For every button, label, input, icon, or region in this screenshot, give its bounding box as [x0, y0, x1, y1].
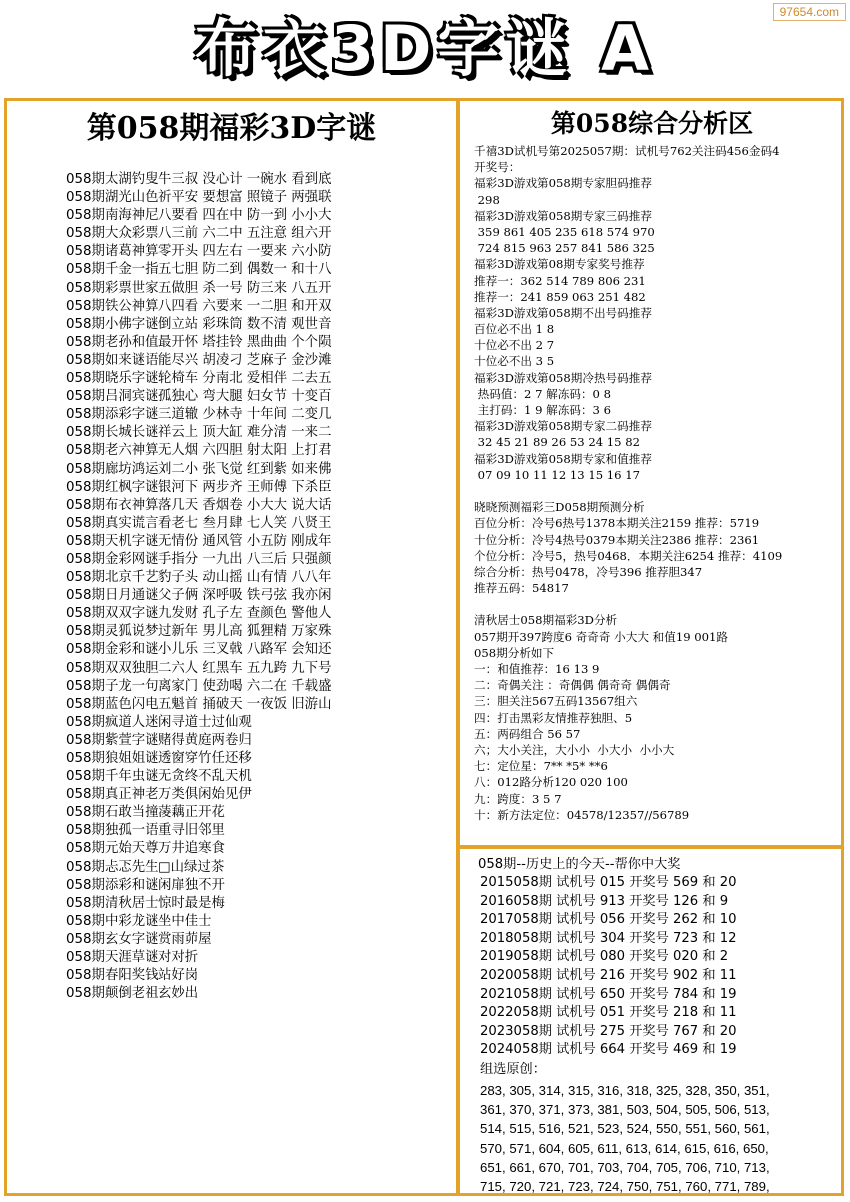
- riddle-clue: 闲寻道士过仙观: [158, 714, 252, 730]
- riddle-row: [66, 913, 331, 931]
- analysis-panel: [463, 101, 841, 845]
- riddle-source: 058期北京千艺: [66, 570, 159, 586]
- riddle-row: [66, 370, 331, 388]
- riddle-clue: 八三前 六二中 五注意 组六开: [158, 226, 332, 242]
- analysis-line: 一：和值推荐：16 13 9: [474, 662, 600, 676]
- analysis-line: 福彩3D游戏第058期专家三码推荐: [474, 208, 652, 223]
- riddle-clue: 惊时最是梅: [158, 895, 225, 911]
- analysis-line: 热码值：2 7 解冻码：0 8: [474, 386, 611, 401]
- riddle-row: [66, 352, 331, 370]
- analysis-line: 推荐五码：54817: [474, 581, 569, 596]
- riddle-clue: 孤独心 弯大腿 妇女节 十变百: [158, 389, 332, 405]
- riddle-row: [66, 967, 331, 985]
- analysis-line: 福彩3D游戏第058期冷热号码推荐: [474, 370, 652, 385]
- analysis-line: 百位必不出 1 8: [474, 322, 555, 337]
- analysis-line: 07 09 10 11 12 13 15 16 17: [474, 467, 640, 482]
- site-watermark: 97654.com: [773, 3, 846, 21]
- analysis-line: 058期分析如下: [474, 645, 555, 660]
- riddle-row: [66, 207, 331, 225]
- analysis-line: 二：奇偶关注 ：奇偶偶 偶奇奇 偶偶奇: [474, 678, 671, 693]
- riddle-clue: 蓤藕正开花: [158, 805, 225, 821]
- history-row: 2021058期 试机号 650 开奖号 784 和 19: [480, 986, 737, 1002]
- riddle-row: [66, 605, 331, 623]
- banner-title: 布衣3D字谜 A: [194, 12, 656, 85]
- analysis-line: 个位分析：冷号5，热号0468．本期关注6254 推荐：4109: [474, 548, 783, 563]
- analysis-line: 福彩3D游戏第058期专家胆码推荐: [474, 176, 652, 191]
- riddle-row: [66, 515, 331, 533]
- riddle-clue: □山绿过茶: [158, 859, 225, 875]
- riddle-source: 058期布衣神算: [66, 497, 159, 513]
- history-row: 2019058期 试机号 080 开奖号 020 和 2: [480, 949, 729, 965]
- analysis-list: [474, 143, 840, 823]
- riddle-row: [66, 442, 331, 460]
- riddle-row: [66, 877, 331, 895]
- riddle-source: 058期彩票世家: [66, 280, 159, 296]
- riddle-clue: 万井追寒食: [158, 841, 225, 857]
- riddle-clue: 站好岗: [158, 968, 199, 984]
- riddle-source: 058期小佛字谜: [66, 316, 159, 332]
- analysis-line: 359 861 405 235 618 574 970: [474, 224, 655, 239]
- analysis-line: 十位必不出 2 7: [474, 338, 555, 353]
- riddle-clue: 二六人 红黑车 五九跨 九下号: [158, 660, 332, 676]
- group-line: 570, 571, 604, 605, 611, 613, 614, 615, 616, 650,: [480, 1140, 769, 1156]
- riddle-source: 058期蓝色闪电: [66, 696, 159, 712]
- riddle-row: [66, 859, 331, 877]
- riddle-panel: [7, 101, 456, 1193]
- riddle-row: [66, 732, 331, 750]
- riddle-row: [66, 587, 331, 605]
- riddle-row: [66, 461, 331, 479]
- riddle-row: [66, 424, 331, 442]
- group-list: [480, 1081, 820, 1193]
- riddle-clue: 牛三叔 没心计 一碗水 看到底: [158, 172, 332, 187]
- riddle-source: 058期真实谎言: [66, 515, 159, 531]
- riddle-source: 058期清秋居士: [66, 895, 159, 911]
- analysis-line: [474, 483, 840, 499]
- analysis-line: 晓晓预测福彩三D058期预测分析: [474, 500, 645, 515]
- riddle-row: [66, 479, 331, 497]
- riddle-source: 058期元始天尊: [66, 841, 159, 857]
- riddle-row: [66, 334, 331, 352]
- analysis-line: 十：新方法定位：04578/12357//56789: [474, 807, 690, 822]
- riddle-source: 058期双双独胆: [66, 660, 159, 676]
- riddle-row: [66, 696, 331, 714]
- riddle-clue: 银河下 两步齐 王师傅 下杀臣: [158, 479, 332, 495]
- riddle-clue: 闲扉独不开: [158, 877, 225, 893]
- riddle-clue: 刘二小 张飞觉 红到紫 如来佛: [158, 461, 332, 477]
- riddle-clue: 八要看 四在中 防一到 小小大: [158, 208, 332, 224]
- riddle-clue: 豹子头 动山摇 山有情 八八年: [158, 570, 332, 586]
- analysis-panel-title: 第058综合分析区: [550, 109, 754, 138]
- history-panel: [463, 849, 841, 1193]
- riddle-row: [66, 497, 331, 515]
- analysis-line: [474, 596, 840, 612]
- riddle-clue: 五七胆 防二到 偶数一 和十八: [158, 262, 332, 278]
- analysis-line: 057期开397跨度6 奇奇奇 小大大 和值19 001路: [474, 629, 728, 644]
- riddle-source: 058期南海神尼: [66, 208, 159, 224]
- analysis-line: 清秋居士058期福彩3D分析: [474, 613, 618, 628]
- riddle-row: [66, 949, 331, 967]
- riddle-row: [66, 804, 331, 822]
- analysis-line: 福彩3D游戏第058期专家二码推荐: [474, 419, 652, 434]
- riddle-row: [66, 189, 331, 207]
- riddle-source: 058期添彩和谜: [66, 877, 159, 893]
- analysis-line: 十位必不出 3 5: [474, 354, 555, 369]
- riddle-list: [66, 171, 331, 1003]
- riddle-source: 058期金彩网谜: [66, 551, 159, 567]
- riddle-source: 058期廊坊鸿运: [66, 461, 159, 477]
- group-line: 283, 305, 314, 315, 316, 318, 325, 328, 350, 351,: [480, 1083, 770, 1098]
- group-line: 651, 661, 670, 701, 703, 704, 705, 706, 710, 713,: [480, 1159, 770, 1175]
- analysis-line: 四：打击黑彩友情推荐独胆、5: [474, 710, 633, 725]
- history-row: 2015058期 试机号 015 开奖号 569 和 20: [480, 875, 737, 890]
- riddle-row: [66, 931, 331, 949]
- riddle-source: 058期长城长谜: [66, 425, 159, 441]
- riddle-source: 058期老六神算: [66, 443, 159, 459]
- history-row: 2024058期 试机号 664 开奖号 469 和 19: [480, 1042, 737, 1058]
- riddle-row: [66, 171, 331, 189]
- analysis-line: 五：两码组合 56 57: [474, 726, 581, 741]
- riddle-clue: 八四看 六要来 一二胆 和开双: [158, 298, 332, 314]
- riddle-row: [66, 551, 331, 569]
- riddle-clue: 五做胆 杀一号 防三来 八五开: [158, 280, 332, 296]
- riddle-row: [66, 714, 331, 732]
- riddle-row: [66, 750, 331, 768]
- riddle-source: 058期吕洞宾谜: [66, 389, 159, 405]
- riddle-clue: 九发财 孔子左 查颜色 警他人: [158, 606, 332, 622]
- analysis-line: 32 45 21 89 26 53 24 15 82: [474, 435, 640, 450]
- riddle-source: 058期天涯草谜: [66, 950, 159, 966]
- analysis-line: 福彩3D游戏第058期不出号码推荐: [474, 305, 652, 320]
- analysis-line: 推荐一：362 514 789 806 231: [474, 273, 646, 288]
- riddle-source: 058期如来谜语: [66, 352, 159, 368]
- riddle-clue: 最开怀 塔挂铃 黑曲曲 个个陨: [158, 334, 332, 350]
- riddle-source: 058期大众彩票: [66, 226, 159, 242]
- riddle-clue: 坐中佳士: [158, 913, 212, 929]
- analysis-line: 298: [474, 192, 500, 207]
- riddle-clue: 无贪终不乱天机: [158, 769, 252, 785]
- analysis-line: 三：胆关注567五码13567组六: [474, 694, 638, 709]
- riddle-clue: 落几天 香烟卷 小大大 说大话: [158, 497, 332, 513]
- analysis-line: 福彩3D游戏第058期专家和值推荐: [474, 451, 652, 466]
- riddle-row: [66, 316, 331, 334]
- history-list: [480, 874, 737, 1060]
- riddle-row: [66, 678, 331, 696]
- analysis-line: 福彩3D游戏第08期专家奖号推荐: [474, 257, 645, 272]
- riddle-source: 058期铁公神算: [66, 298, 159, 314]
- riddle-clue: 赏雨茆屋: [158, 931, 212, 947]
- riddle-source: 058期日月通谜: [66, 588, 159, 604]
- riddle-row: [66, 822, 331, 840]
- riddle-row: [66, 641, 331, 659]
- riddle-clue: 重寻旧邻里: [158, 823, 225, 839]
- riddle-row: [66, 225, 331, 243]
- riddle-row: [66, 243, 331, 261]
- riddle-clue: 无情份 通风管 小五防 刚成年: [158, 533, 332, 549]
- group-title: 组选原创：: [480, 1062, 546, 1077]
- riddle-clue: 过新年 男儿高 狐狸精 万家殊: [158, 624, 332, 640]
- riddle-source: 058期太湖钓叟: [66, 172, 159, 187]
- riddle-clue: 看老七 叁月肆 七人笑 八贤王: [158, 515, 332, 531]
- riddle-row: [66, 298, 331, 316]
- riddle-clue: 手指分 一九出 八三后 只强颜: [158, 551, 332, 567]
- riddle-source: 058期添彩字谜: [66, 407, 159, 423]
- riddle-row: [66, 840, 331, 858]
- riddle-row: [66, 660, 331, 678]
- history-row: 2017058期 试机号 056 开奖号 262 和 10: [480, 912, 737, 928]
- riddle-source: 058期忐忑先生: [66, 859, 159, 875]
- riddle-source: 058期千金一指: [66, 262, 159, 278]
- group-line: 715, 720, 721, 723, 724, 750, 751, 760, 771, 789,: [480, 1178, 770, 1193]
- riddle-row: [66, 388, 331, 406]
- riddle-source: 058期紫萱字谜: [66, 732, 159, 748]
- analysis-line: 百位分析：冷号6热号1378本期关注2159 推荐：5719: [474, 516, 760, 531]
- riddle-clue: 三道辙 少林寺 十年间 二变几: [158, 407, 332, 423]
- riddle-row: [66, 895, 331, 913]
- riddle-clue: 五魁首 捅破天 一夜饭 旧游山: [158, 696, 332, 712]
- riddle-source: 058期天机字谜: [66, 533, 159, 549]
- riddle-clue: 赌得黄庭两卷归: [158, 732, 252, 748]
- group-line: 514, 515, 516, 521, 523, 524, 550, 551, 560, 561,: [480, 1121, 770, 1137]
- riddle-source: 058期红枫字谜: [66, 479, 159, 495]
- riddle-clue: 无人烟 六四胆 射太阳 上打君: [158, 443, 332, 459]
- analysis-line: 九：跨度：3 5 7: [474, 791, 562, 806]
- riddle-clue: 父子俩 深呼吸 铁弓弦 我亦闲: [158, 588, 332, 604]
- analysis-line: 七：定位星：7** *5* **6: [474, 759, 608, 774]
- riddle-source: 058期疯道人迷: [66, 714, 159, 730]
- riddle-clue: 祈平安 要想富 照镜子 两强联: [158, 190, 332, 206]
- riddle-source: 058期颠倒老祖: [66, 986, 159, 1002]
- riddle-clue: 零开头 四左右 一要来 六小防: [158, 244, 332, 260]
- riddle-source: 058期双双字谜: [66, 606, 159, 622]
- analysis-line: 八：012路分析120 020 100: [474, 775, 628, 790]
- riddle-row: [66, 623, 331, 641]
- riddle-source: 058期老孙和值: [66, 334, 159, 350]
- analysis-line: 推荐一：241 859 063 251 482: [474, 289, 646, 304]
- riddle-source: 058期中彩龙谜: [66, 913, 159, 929]
- riddle-source: 058期独孤一语: [66, 823, 159, 839]
- riddle-row: [66, 569, 331, 587]
- riddle-source: 058期诸葛神算: [66, 244, 159, 260]
- history-row: 2022058期 试机号 051 开奖号 218 和 11: [480, 1005, 737, 1021]
- analysis-line: 十位分析：冷号4热号0379本期关注2386 推荐：2361: [474, 532, 760, 547]
- riddle-source: 058期晓乐字谜: [66, 371, 159, 387]
- riddle-row: [66, 261, 331, 279]
- riddle-clue: 能尽兴 胡凌刁 芝麻子 金沙滩: [158, 352, 332, 368]
- riddle-clue: 对对折: [158, 950, 199, 966]
- riddle-clue: 玄妙出: [158, 986, 199, 1002]
- riddle-source: 058期玄女字谜: [66, 931, 159, 947]
- analysis-line: 开奖号：: [474, 160, 521, 175]
- column-divider: [456, 101, 460, 1193]
- analysis-line: 综合分析：热号0478，冷号396 推荐胆347: [474, 564, 703, 579]
- riddle-row: [66, 406, 331, 424]
- riddle-row: [66, 768, 331, 786]
- riddle-source: 058期石敢当撞: [66, 805, 159, 821]
- analysis-line: 六；大小关注，大小小 小大小 小小大: [474, 742, 675, 757]
- history-row: 2018058期 试机号 304 开奖号 723 和 12: [480, 930, 737, 946]
- riddle-clue: 倒立站 彩珠筒 数不清 观世音: [158, 316, 332, 332]
- riddle-source: 058期湖光山色: [66, 190, 159, 206]
- analysis-line: 724 815 963 257 841 586 325: [474, 241, 655, 256]
- riddle-source: 058期真正神老: [66, 787, 159, 803]
- riddle-clue: 小儿乐 三叉戟 八路军 会知还: [158, 642, 332, 658]
- riddle-clue: 离家门 使劲喝 六二在 千载盛: [158, 678, 332, 694]
- riddle-row: [66, 786, 331, 804]
- history-title: 058期--历史上的今天--帮你中大奖: [478, 857, 681, 872]
- riddle-clue: 祥云上 顶大缸 难分清 一来二: [158, 425, 332, 441]
- riddle-clue: 透窗穿竹任还移: [158, 751, 252, 766]
- riddle-panel-title: 第058期福彩3D字谜: [86, 111, 377, 146]
- riddle-clue: 万类俱闲始见伊: [158, 787, 252, 803]
- riddle-source: 058期千年虫谜: [66, 769, 159, 785]
- history-row: 2016058期 试机号 913 开奖号 126 和 9: [480, 893, 729, 909]
- riddle-source: 058期春阳奖钱: [66, 968, 159, 984]
- riddle-source: 058期金彩和谜: [66, 642, 159, 658]
- riddle-source: 058期狼姐姐谜: [66, 751, 159, 766]
- history-row: 2023058期 试机号 275 开奖号 767 和 20: [480, 1023, 737, 1039]
- group-line: 361, 370, 371, 373, 381, 503, 504, 505, 506, 513,: [480, 1102, 770, 1118]
- riddle-source: 058期灵狐说梦: [66, 624, 159, 640]
- riddle-source: 058期子龙一句: [66, 678, 159, 694]
- analysis-line: 千禧3D试机号第2025057期：试机号762关注码456金码4: [474, 144, 780, 158]
- riddle-row: [66, 280, 331, 298]
- analysis-line: 主打码：1 9 解冻码：3 6: [474, 403, 611, 417]
- riddle-row: [66, 533, 331, 551]
- history-row: 2020058期 试机号 216 开奖号 902 和 11: [480, 967, 737, 983]
- page-banner: [0, 8, 850, 90]
- riddle-row: [66, 985, 331, 1003]
- riddle-clue: 轮椅车 分南北 爱相伴 二去五: [158, 371, 332, 387]
